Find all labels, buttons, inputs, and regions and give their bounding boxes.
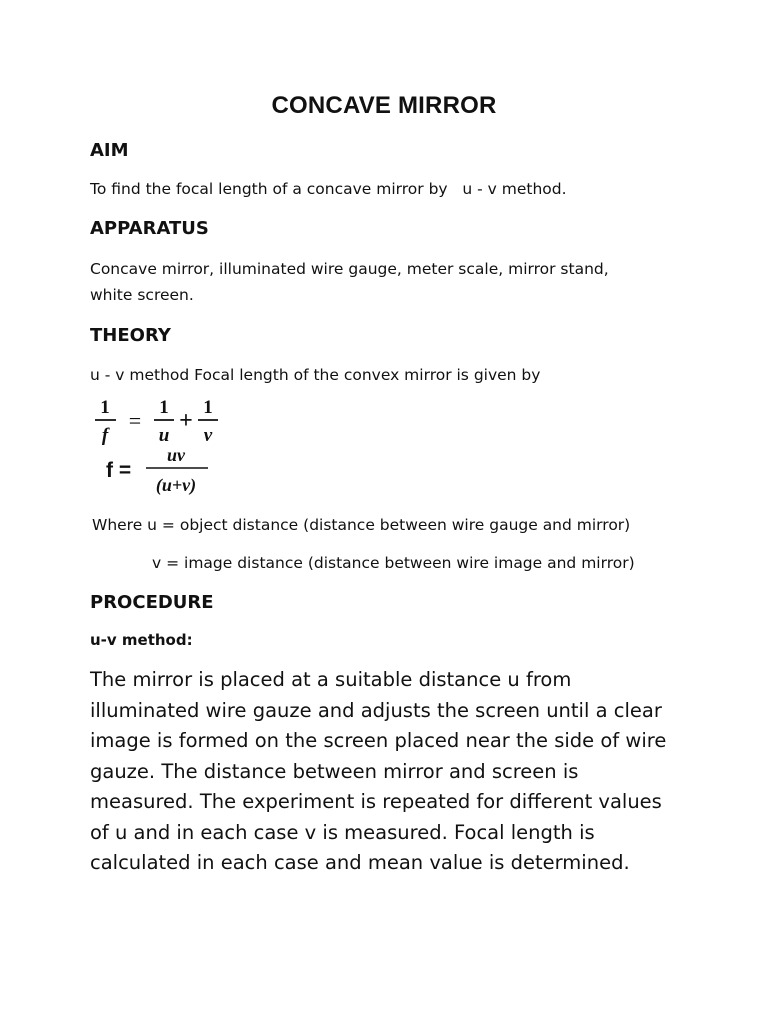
eq2-denominator: (u+v): [155, 475, 197, 495]
apparatus-heading: APPARATUS: [90, 218, 209, 239]
procedure-text: The mirror is placed at a suitable distance u from illuminated wire gauze and adjusts the screen until a clear image is formed on the screen placed near the side of wire gauze. The distance between mirror and screen is measured. The experiment is repeated for different values of u and in each case v is measured. Focal length is calculated in each case and mean value is determined.: [90, 668, 667, 874]
theory-heading: THEORY: [90, 325, 171, 346]
eq1-term2-numerator: 1: [203, 397, 213, 418]
where-u-definition: Where u = object distance (distance between wire gauge and mirror): [92, 516, 631, 534]
eq1-equals-sign: =: [128, 408, 142, 433]
focal-length-equations: [92, 392, 232, 502]
procedure-subheading: u-v method:: [90, 631, 193, 649]
eq1-lhs-numerator: 1: [100, 397, 110, 418]
aim-text: To find the focal length of a concave mirror by u - v method.: [90, 180, 567, 198]
eq1-lhs-denominator: f: [101, 425, 109, 446]
eq1-term1-numerator: 1: [159, 397, 169, 418]
eq2-lhs: f =: [106, 459, 132, 482]
where-v-definition: v = image distance (distance between wire image and mirror): [152, 554, 635, 572]
aim-heading: AIM: [90, 140, 129, 161]
eq1-plus-sign: +: [179, 408, 193, 434]
eq1-term1-denominator: u: [158, 425, 170, 446]
eq1-term2-denominator: v: [203, 425, 213, 446]
eq2-numerator: uv: [167, 445, 185, 465]
procedure-heading: PROCEDURE: [90, 592, 214, 613]
theory-intro: u - v method Focal length of the convex mirror is given by: [90, 366, 541, 384]
page-title: CONCAVE MIRROR: [271, 92, 497, 119]
apparatus-text: Concave mirror, illuminated wire gauge, meter scale, mirror stand, white screen.: [90, 260, 609, 304]
